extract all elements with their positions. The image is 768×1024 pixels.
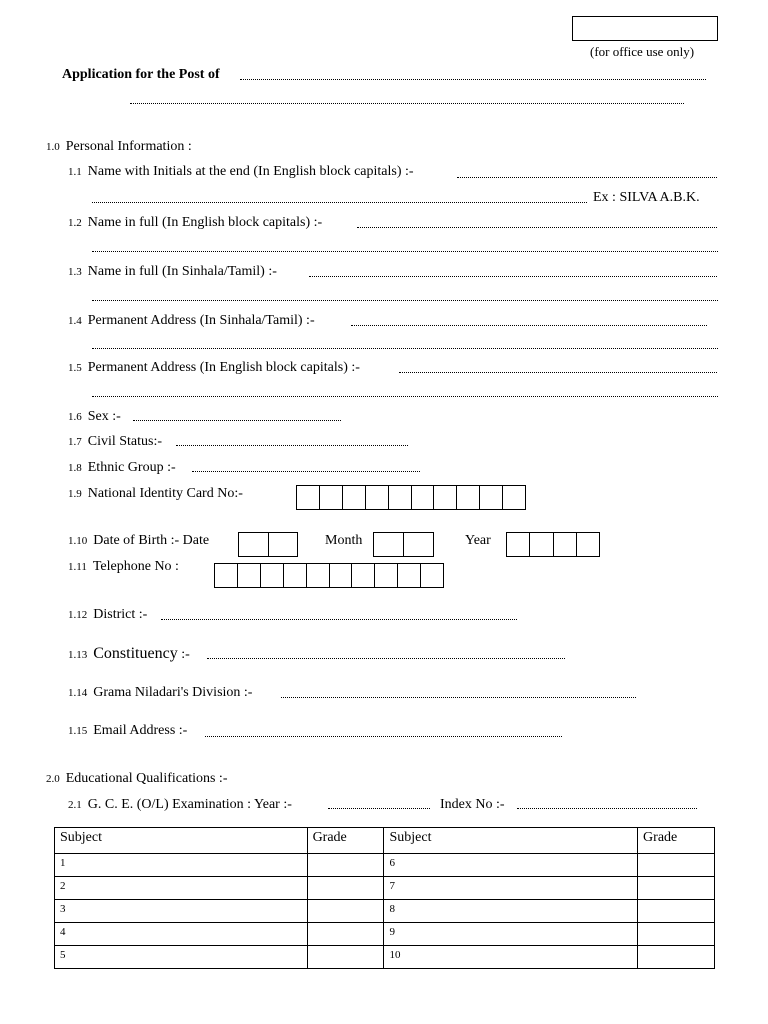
nic-digit-box[interactable] [434,486,457,509]
column-header-grade: Grade [638,828,715,854]
field-district-line[interactable] [161,619,517,620]
telephone-digit-box[interactable] [215,564,238,587]
section-personal-information: 1.0 Personal Information : [46,139,192,154]
field-gn-division-label: 1.14 Grama Niladari's Division :- [68,685,253,700]
grade-cell[interactable] [638,923,715,946]
column-header-subject: Subject [384,828,638,854]
field-name-initials-line-2[interactable] [92,202,587,203]
grade-cell[interactable] [307,854,384,877]
subject-cell[interactable]: 4 [55,923,308,946]
field-ol-index-line[interactable] [517,808,697,809]
dob-year-boxes[interactable] [506,532,600,557]
grade-cell[interactable] [307,946,384,969]
subject-cell[interactable]: 2 [55,877,308,900]
telephone-digit-box[interactable] [261,564,284,587]
telephone-digit-box[interactable] [421,564,443,587]
field-ethnic-group-label: 1.8 Ethnic Group :- [68,460,176,475]
field-email-line[interactable] [205,736,562,737]
grade-cell[interactable] [638,946,715,969]
grade-cell[interactable] [638,877,715,900]
ol-results-table [54,827,715,969]
field-civil-status-label: 1.7 Civil Status:- [68,434,163,449]
field-address-english-label: 1.5 Permanent Address (In English block capitals) :- [68,360,360,375]
nic-digit-box[interactable] [343,486,366,509]
column-header-subject: Subject [55,828,308,854]
dob-year-label: Year [465,533,491,548]
grade-cell[interactable] [307,923,384,946]
dob-date-box[interactable] [269,533,298,556]
nic-digit-box[interactable] [389,486,412,509]
table-row [55,854,715,877]
telephone-digit-box[interactable] [330,564,353,587]
subject-cell[interactable]: 6 [384,854,638,877]
post-line-2[interactable] [130,103,684,104]
field-civil-status-line[interactable] [176,445,408,446]
field-name-full-english-line-2[interactable] [92,251,718,252]
nic-digit-box[interactable] [503,486,525,509]
subject-cell[interactable]: 1 [55,854,308,877]
field-ol-index-label: Index No :- [440,797,505,812]
field-ol-exam-label: 2.1 G. C. E. (O/L) Examination : Year :- [68,797,292,812]
name-example: Ex : SILVA A.B.K. [593,190,700,205]
subject-cell[interactable]: 8 [384,900,638,923]
telephone-digit-box[interactable] [352,564,375,587]
subject-cell[interactable]: 3 [55,900,308,923]
field-name-full-sinhala-line[interactable] [309,276,717,277]
telephone-digit-box[interactable] [284,564,307,587]
nic-digit-box[interactable] [320,486,343,509]
dob-month-boxes[interactable] [373,532,434,557]
dob-year-box[interactable] [530,533,553,556]
grade-cell[interactable] [307,877,384,900]
field-name-full-english-label: 1.2 Name in full (In English block capitals) :- [68,215,323,230]
telephone-digit-box[interactable] [238,564,261,587]
field-name-initials-label: 1.1 Name with Initials at the end (In English block capitals) :- [68,164,414,179]
grade-cell[interactable] [307,900,384,923]
telephone-digit-box[interactable] [398,564,421,587]
telephone-digit-box[interactable] [375,564,398,587]
nic-digit-box[interactable] [297,486,320,509]
field-nic-label: 1.9 National Identity Card No:- [68,486,243,501]
table-row [55,900,715,923]
dob-month-box[interactable] [404,533,433,556]
dob-year-box[interactable] [507,533,530,556]
field-telephone-label: 1.11 Telephone No : [68,559,179,574]
table-row [55,946,715,969]
field-ol-year-line[interactable] [328,808,430,809]
dob-date-boxes[interactable] [238,532,298,557]
post-line-1[interactable] [240,79,706,80]
field-address-sinhala-label: 1.4 Permanent Address (In Sinhala/Tamil) :- [68,313,315,328]
dob-month-box[interactable] [374,533,404,556]
field-name-full-sinhala-line-2[interactable] [92,300,718,301]
telephone-digit-box[interactable] [307,564,330,587]
field-constituency-line[interactable] [207,658,565,659]
nic-digit-box[interactable] [480,486,503,509]
table-header-row [55,828,715,854]
field-sex-label: 1.6 Sex :- [68,409,121,424]
field-name-full-sinhala-label: 1.3 Name in full (In Sinhala/Tamil) :- [68,264,277,279]
field-address-sinhala-line[interactable] [351,325,707,326]
field-email-label: 1.15 Email Address :- [68,723,188,738]
field-address-english-line[interactable] [399,372,717,373]
nic-digit-box[interactable] [366,486,389,509]
field-dob-label: 1.10 Date of Birth :- Date [68,533,210,548]
field-name-initials-line[interactable] [457,177,717,178]
nic-digit-box[interactable] [412,486,435,509]
field-gn-division-line[interactable] [281,697,636,698]
nic-digit-box[interactable] [457,486,480,509]
office-use-box[interactable] [572,16,718,41]
dob-year-box[interactable] [554,533,577,556]
nic-boxes[interactable] [296,485,526,510]
subject-cell[interactable]: 9 [384,923,638,946]
grade-cell[interactable] [638,854,715,877]
subject-cell[interactable]: 7 [384,877,638,900]
form-title: Application for the Post of [62,67,220,82]
telephone-boxes[interactable] [214,563,444,588]
subject-cell[interactable]: 10 [384,946,638,969]
grade-cell[interactable] [638,900,715,923]
office-use-note: (for office use only) [590,44,695,59]
dob-year-box[interactable] [577,533,599,556]
dob-date-box[interactable] [239,533,269,556]
section-educational-qualifications: 2.0 Educational Qualifications :- [46,771,228,786]
field-name-full-english-line[interactable] [357,227,717,228]
field-sex-line[interactable] [133,420,341,421]
field-district-label: 1.12 District :- [68,607,148,622]
field-constituency-label: 1.13 Constituency :- [68,645,190,662]
table-row [55,877,715,900]
field-address-sinhala-line-2[interactable] [92,348,718,349]
column-header-grade: Grade [307,828,384,854]
field-ethnic-group-line[interactable] [192,471,420,472]
dob-month-label: Month [325,533,363,548]
field-address-english-line-2[interactable] [92,396,718,397]
subject-cell[interactable]: 5 [55,946,308,969]
table-row [55,923,715,946]
